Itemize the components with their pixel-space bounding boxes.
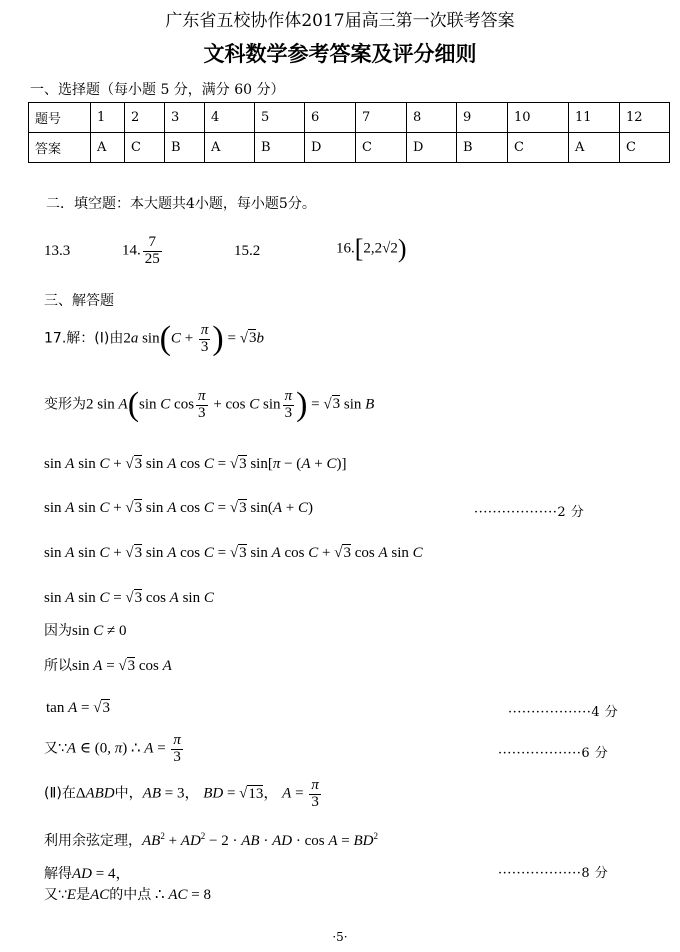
q14-label: 14. xyxy=(122,242,141,259)
row-label-number: 题号 xyxy=(29,103,91,133)
table-cell: 2 xyxy=(125,103,165,133)
step-so: 所以sin A = √3 cos A xyxy=(44,658,172,674)
fill-answer-16: 16.[2,2√2) xyxy=(336,234,407,263)
part2-mid: 中， xyxy=(114,785,143,802)
table-cell: B xyxy=(255,133,305,163)
section3-heading: 三、解答题 xyxy=(44,293,114,309)
answer-key-title: 文科数学参考答案及评分细则 xyxy=(203,42,477,66)
exam-title: 广东省五校协作体2017届高三第一次联考答案 xyxy=(165,11,515,31)
table-cell: B xyxy=(165,133,205,163)
section2-heading: 二．填空题：本大题共4小题，每小题5分。 xyxy=(46,196,316,212)
table-cell: 5 xyxy=(255,103,305,133)
step-transform: 变形为2 sin A(sin C cos $\frac{\pi}{3}$ + cos C sin $\frac{\pi}{3}$ ) = √3 sin B xyxy=(44,386,375,423)
step-17-given: 17.解：(Ⅰ)由2a sin(C + $\frac{\pi}{3}$ ) = √3b xyxy=(44,320,264,357)
fill-answer-15: 15.2 xyxy=(234,243,261,259)
table-cell: 1 xyxy=(91,103,125,133)
table-cell: A xyxy=(569,133,620,163)
step-midpoint: 又∵E是AC的中点 ∴ AC = 8 xyxy=(44,887,211,903)
step-cosine: 利用余弦定理，$AB^2 + AD^2 - 2$ · AB · AD · $\cos A = BD^2$ xyxy=(44,831,378,849)
table-row-numbers xyxy=(29,103,670,133)
section1-heading: 一、选择题（每小题 5 分，满分 60 分） xyxy=(30,82,285,98)
step-eq4: sin A sin C = √3 cos A sin C xyxy=(44,590,214,606)
e-mid: 是 xyxy=(76,887,91,903)
table-cell: 6 xyxy=(305,103,356,133)
table-cell: C xyxy=(508,133,569,163)
step-eq1: sin A sin C + √3 sin A cos C = √3 sin[π − (A + C)] xyxy=(44,456,347,472)
step-angle: 又∵A ∈ (0, π) ∴ A = $\frac{\pi}{3}$ xyxy=(44,732,181,765)
e-label: 又∵ xyxy=(44,887,67,903)
table-cell: 3 xyxy=(165,103,205,133)
fill-answer-14 xyxy=(122,235,164,268)
table-cell: 4 xyxy=(205,103,255,133)
q16-value: 2,2√2 xyxy=(363,240,398,257)
step-part2: (Ⅱ)在ΔABD中，AB = 3， BD = √13， A = $\frac{\pi}{3}$ xyxy=(44,777,319,810)
cosine-label: 利用余弦定理， xyxy=(44,833,142,849)
q16-label: 16. xyxy=(336,240,355,257)
score-2: ··················2 分 xyxy=(474,505,585,520)
table-cell: 11 xyxy=(569,103,620,133)
table-cell: D xyxy=(305,133,356,163)
table-cell: D xyxy=(407,133,457,163)
fill-answer-13: 13.3 xyxy=(44,243,71,259)
table-cell: C xyxy=(620,133,670,163)
transform-label: 变形为 xyxy=(44,396,86,413)
page-number: ·5· xyxy=(332,930,348,944)
step-solve: 解得AD = 4， xyxy=(44,866,131,882)
because-label: 因为 xyxy=(44,623,72,639)
also-label: 又∵ xyxy=(44,740,67,757)
table-cell: 8 xyxy=(407,103,457,133)
step-eq3: sin A sin C + √3 sin A cos C = √3 sin A cos C + √3 cos A sin C xyxy=(44,545,423,561)
table-cell: 7 xyxy=(356,103,407,133)
part2-label: (Ⅱ)在 xyxy=(44,785,76,802)
step-eq2: sin A sin C + √3 sin A cos C = √3 sin(A + C) xyxy=(44,500,313,516)
score-6: ··················6 分 xyxy=(498,746,609,761)
q14-denominator: 25 xyxy=(144,250,160,267)
answer-table xyxy=(28,102,670,163)
table-cell: A xyxy=(205,133,255,163)
table-row-answers xyxy=(29,133,670,163)
step-tan: tan A = √3 xyxy=(46,700,110,716)
so-label: 所以 xyxy=(44,658,72,674)
score-4: ··················4 分 xyxy=(508,705,619,720)
step-because: 因为sin C ≠ 0 xyxy=(44,623,127,639)
q17-label: 17.解：(Ⅰ)由 xyxy=(44,330,124,347)
table-cell: 9 xyxy=(457,103,508,133)
table-cell: 10 xyxy=(508,103,569,133)
table-cell: A xyxy=(91,133,125,163)
row-label-answer: 答案 xyxy=(29,133,91,163)
table-cell: B xyxy=(457,133,508,163)
table-cell: 12 xyxy=(620,103,670,133)
q14-numerator: 7 xyxy=(143,235,162,252)
e-mid2: 的中点 xyxy=(109,887,152,903)
score-8: ··················8 分 xyxy=(498,866,609,881)
solve-label: 解得 xyxy=(44,866,72,882)
table-cell: C xyxy=(356,133,407,163)
table-cell: C xyxy=(125,133,165,163)
